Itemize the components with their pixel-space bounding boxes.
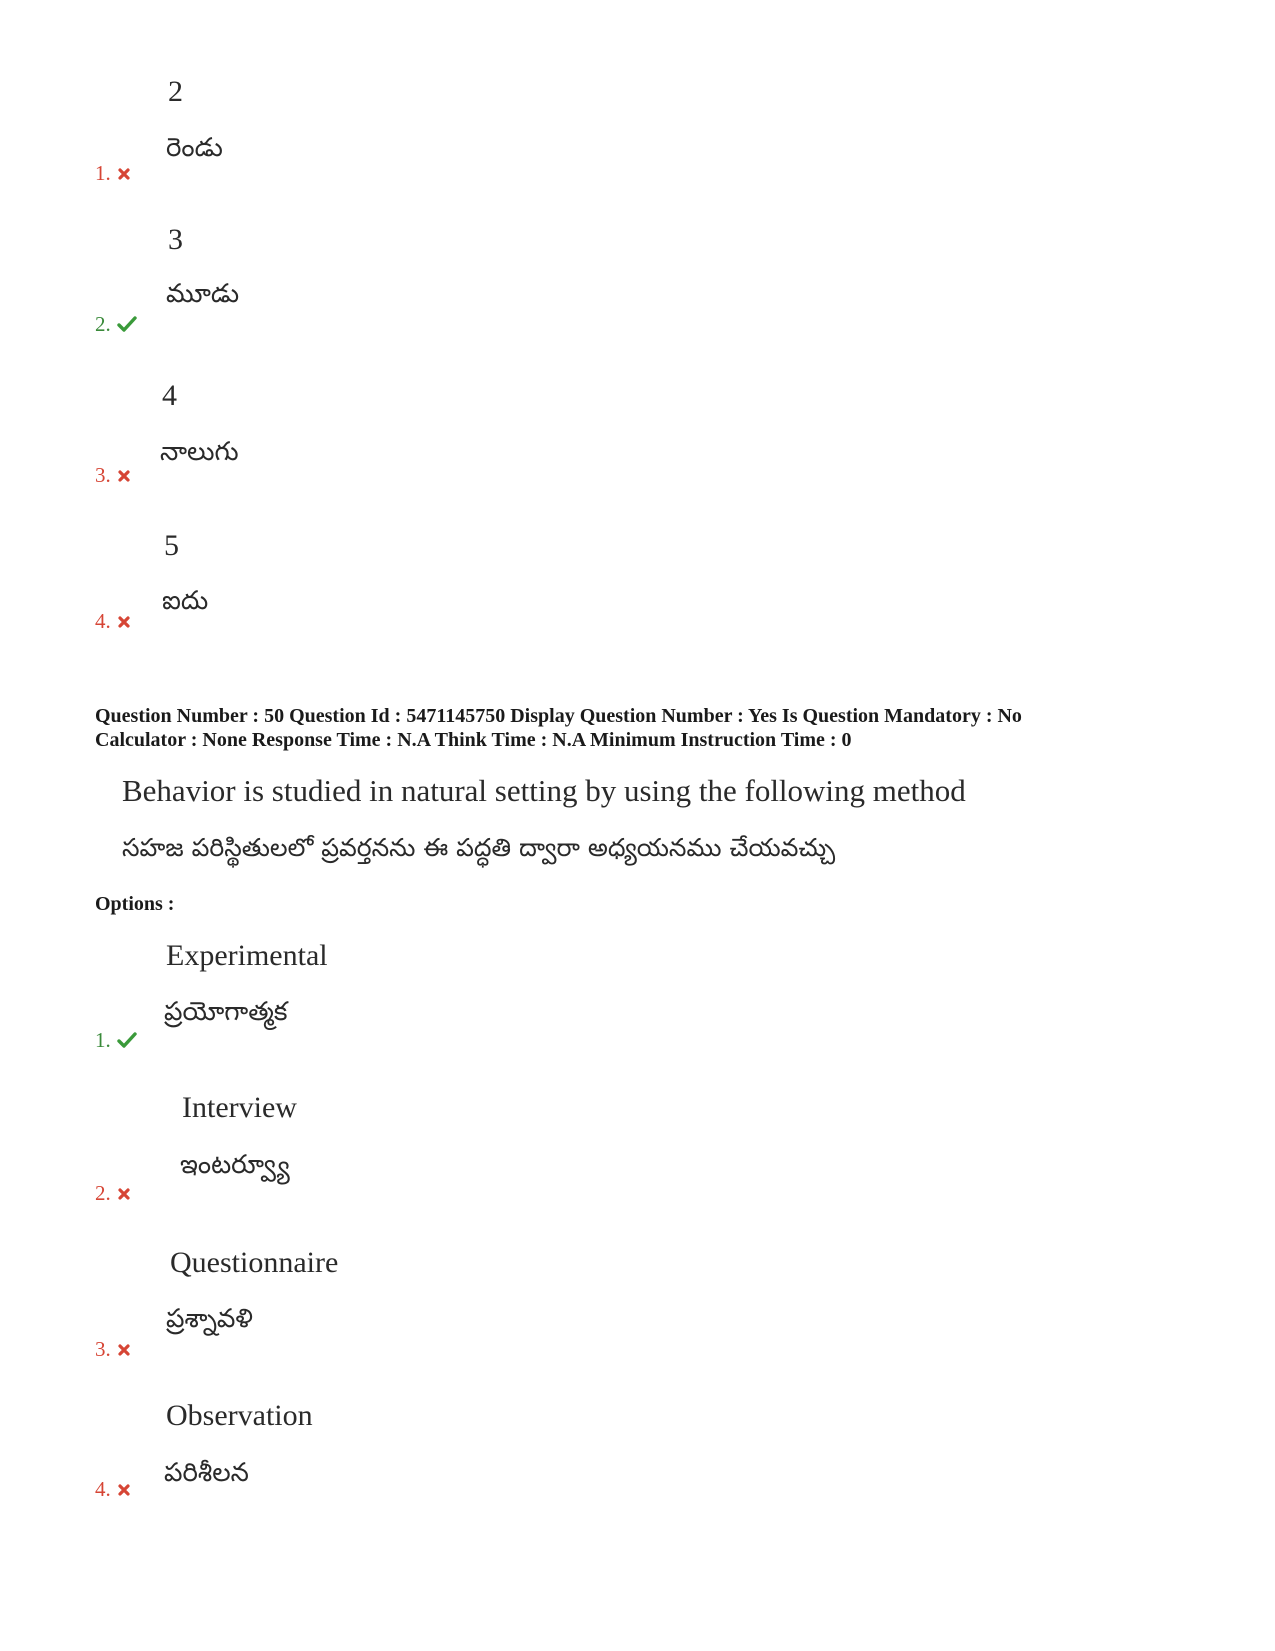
option-text-english: Observation [166,1399,313,1432]
question-text-english: Behavior is studied in natural setting by using the following method [122,773,966,808]
option-number: 3. [95,1337,131,1362]
check-icon [117,313,137,337]
question-meta-line: Calculator : None Response Time : N.A Think Time : N.A Minimum Instruction Time : 0 [95,729,852,751]
option-text-telugu: ప్రశ్నావళి [166,1304,253,1334]
option-text-telugu: రెండు [166,133,223,163]
cross-icon [117,1478,131,1502]
option-number: 4. [95,609,131,634]
option-text-telugu: మూడు [166,279,240,309]
option-text-english: Questionnaire [170,1246,339,1279]
options-heading: Options : [95,893,175,915]
option-text-english: Experimental [166,939,328,972]
cross-icon [117,610,131,634]
option-text-english: 4 [162,379,177,412]
cross-icon [117,1338,131,1362]
option-number: 1. [95,161,131,186]
option-text-english: 3 [168,223,183,256]
option-text-telugu: పరిశీలన [164,1458,249,1488]
option-text-english: Interview [182,1091,297,1124]
check-icon [117,1029,137,1053]
option-number: 3. [95,463,131,488]
question-text-telugu: సహజ పరిస్థితులలో ప్రవర్తనను ఈ పద్ధతి ద్వారా అధ్యయనము చేయవచ్చు [122,833,836,862]
option-text-telugu: ఐదు [162,586,209,616]
option-text-telugu: ప్రయోగాత్మక [164,997,288,1027]
cross-icon [117,464,131,488]
option-text-english: 2 [168,75,183,108]
option-number: 4. [95,1477,131,1502]
cross-icon [117,1182,131,1206]
option-text-english: 5 [164,529,179,562]
cross-icon [117,162,131,186]
option-number: 2. [95,312,137,337]
option-number: 2. [95,1181,131,1206]
option-number: 1. [95,1028,137,1053]
question-metadata [95,704,1205,752]
option-text-telugu: నాలుగు [160,437,239,467]
question-meta-line: Question Number : 50 Question Id : 5471145750 Display Question Number : Yes Is Question Mandatory : No [95,705,1022,727]
option-text-telugu: ఇంటర్వ్యూ [180,1150,290,1180]
